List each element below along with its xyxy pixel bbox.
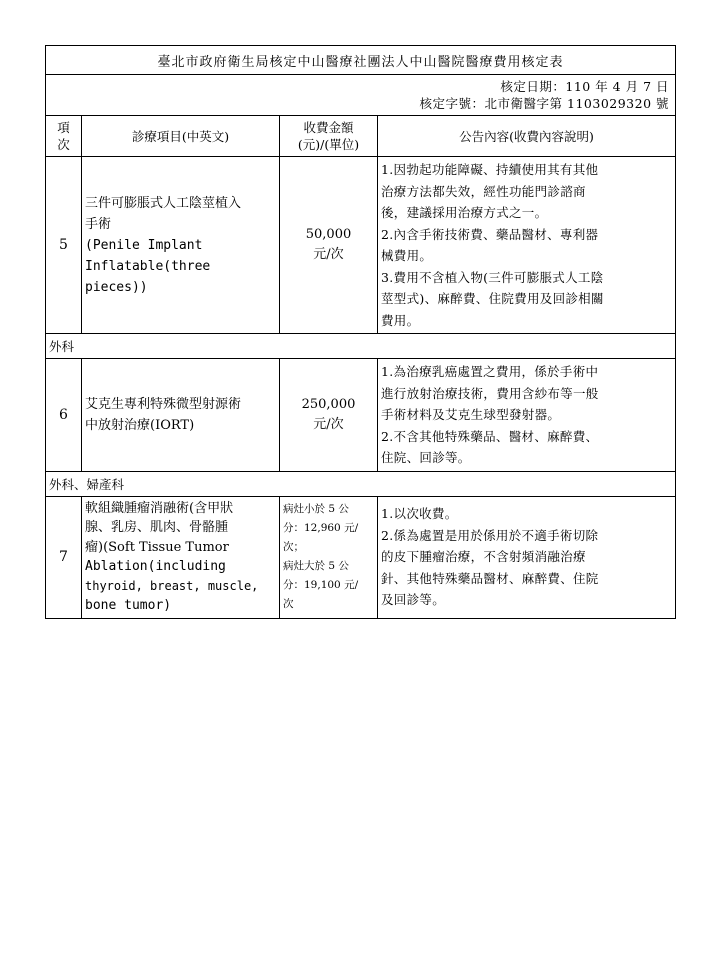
fee-table: [45, 45, 676, 619]
fee-approval-sheet: [45, 45, 675, 619]
header-no: [46, 116, 82, 157]
desc-line: 2.係為處置是用於係用於不適手術切除: [381, 527, 599, 543]
desc-line: 1.以次收費。: [381, 506, 458, 522]
department-label: 外科: [46, 334, 676, 359]
item-line: 中放射治療(IORT): [85, 417, 195, 433]
section-row: [46, 334, 676, 359]
fee-description: [378, 496, 676, 618]
item-line: 艾克生專利特殊微型射源術: [85, 396, 242, 412]
table-row: [46, 496, 676, 618]
fee-description: [378, 359, 676, 472]
fee-line: 分：19,100 元/: [283, 579, 359, 591]
desc-line: 費用。: [381, 312, 420, 328]
desc-line: 1.因勃起功能障礙、持續使用其有其他: [381, 162, 599, 177]
item-line: Ablation(including: [85, 559, 226, 574]
fee-line: 250,000: [301, 396, 356, 412]
desc-line: 後，建議採用治療方式之一。: [381, 205, 548, 220]
header-fee: [280, 116, 378, 157]
desc-line: 1.為治療乳癌處置之費用，係於手術中: [381, 364, 599, 379]
row-number: 7: [46, 496, 82, 618]
fee-line: 元/次: [313, 416, 344, 432]
document-title: 臺北市政府衛生局核定中山醫療社團法人中山醫院醫療費用核定表: [46, 46, 676, 75]
fee-line: 50,000: [305, 227, 352, 242]
item-name: [82, 359, 280, 472]
fee-line: 分：12,960 元/: [283, 522, 359, 534]
title-row: [46, 46, 676, 75]
fee-line: 病灶大於 5 公: [283, 560, 349, 572]
table-row: [46, 359, 676, 472]
desc-line: 3.費用不含植入物(三件可膨脹式人工陰: [381, 269, 604, 285]
item-line: 軟組織腫瘤消融術(含甲狀: [85, 500, 234, 516]
fee-amount: [280, 359, 378, 472]
header-no-line-1: 項: [57, 120, 70, 135]
desc-line: 械費用。: [381, 248, 433, 263]
fee-line: 元/次: [313, 247, 344, 262]
row-number: 6: [46, 359, 82, 472]
desc-line: 住院、回診等。: [381, 450, 471, 465]
desc-line: 的皮下腫瘤治療，不含射頻消融治療: [381, 549, 586, 565]
desc-line: 針、其他特殊藥品醫材、麻醉費、住院: [381, 570, 599, 586]
row-number: 5: [46, 157, 82, 334]
fee-amount: [280, 157, 378, 334]
header-fee-line-1: 收費金額: [303, 120, 354, 135]
item-line: (Penile Implant: [85, 237, 203, 253]
item-line: Inflatable(three: [85, 258, 211, 274]
header-desc: 公告內容(收費內容說明): [378, 116, 676, 157]
fee-line: 次: [283, 598, 294, 610]
item-line: 三件可膨脹式人工陰莖植入: [85, 195, 242, 211]
item-line: pieces)): [85, 279, 148, 295]
table-row: [46, 157, 676, 334]
fee-description: [378, 157, 676, 334]
approval-number: 核定字號：北市衛醫字第 1103029320 號: [419, 96, 670, 111]
desc-line: 手術材料及艾克生球型發射器。: [381, 407, 561, 422]
meta-row: [46, 75, 676, 116]
approval-meta: [46, 75, 676, 116]
item-name: [82, 496, 280, 618]
department-label: 外科、婦產科: [46, 471, 676, 496]
fee-line: 次；: [283, 541, 304, 553]
item-line: 腺、乳房、肌肉、骨骼腫: [85, 520, 229, 535]
desc-line: 治療方法都失效，經性功能門診諮商: [381, 183, 586, 199]
header-item: 診療項目(中英文): [82, 116, 280, 157]
section-row: [46, 471, 676, 496]
fee-amount: [280, 496, 378, 618]
desc-line: 莖型式)、麻醉費、住院費用及回診相關: [381, 291, 604, 306]
item-line: 瘤)(Soft Tissue Tumor: [85, 539, 229, 555]
header-row: [46, 116, 676, 157]
item-line: 手術: [85, 216, 112, 232]
desc-line: 及回診等。: [381, 592, 446, 608]
item-line: thyroid, breast, muscle,: [85, 578, 259, 593]
item-name: [82, 157, 280, 334]
item-line: bone tumor): [85, 598, 172, 613]
desc-line: 2.內含手術技術費、藥品醫材、專利器: [381, 226, 599, 242]
header-fee-line-2: (元)/(單位): [297, 137, 360, 152]
desc-line: 2.不含其他特殊藥品、醫材、麻醉費、: [381, 428, 599, 444]
desc-line: 進行放射治療技術，費用含紗布等一般: [381, 385, 599, 401]
header-no-line-2: 次: [57, 137, 70, 152]
fee-line: 病灶小於 5 公: [283, 503, 349, 515]
approval-date: 核定日期：110 年 4 月 7 日: [500, 79, 670, 94]
